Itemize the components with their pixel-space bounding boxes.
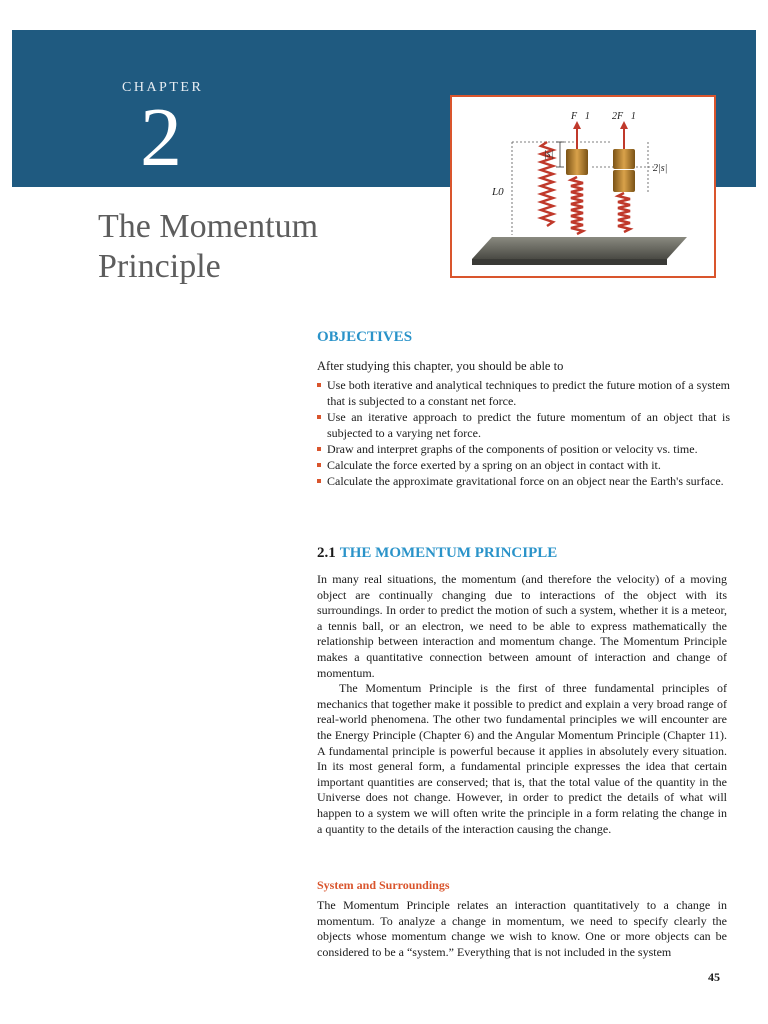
block-2b — [613, 170, 635, 192]
label-2F1: 2F⃗1 — [612, 111, 636, 122]
objectives-heading: OBJECTIVES — [317, 329, 413, 345]
block-2a — [613, 149, 635, 169]
objective-item: Use both iterative and analytical techniques to predict the future motion of a system that is subjected to a constant net force. — [317, 377, 730, 409]
paragraph: In many real situations, the momentum (and therefore the velocity) of a moving object are continually changing due to interactions of the object with its surroundings. In order to predict the motion of such a system, whether it is a meteor, a tennis ball, or an electron, we need to be able to express mathematically the relationship between interaction and momentum change. The Momentum Principle makes a quantitative connection between amount of interaction and change of momentum. — [317, 572, 727, 680]
paragraph: The Momentum Principle is the first of three fundamental principles of mechanics that together make it possible to predict and explain a very broad range of real-world phenomena. The other two fundamental principles we will encounter are the Energy Principle (Chapter 6) and the Angular Momentum Principle (Chapter 11). A fundamental principle is powerful because it applies in absolutely every situation. In its most general form, a fundamental principle expresses the idea that certain important quantities are conserved; that is, that the total value of the quantity in the Universe does not change. However, in order to predict the details of what will happen to a system we will often write the principle in a form relating the change in a quantity to the details of the interaction causing the change. — [317, 681, 727, 836]
bullet-icon — [317, 479, 321, 483]
objective-item: Calculate the approximate gravitational force on an object near the Earth's surface. — [317, 473, 730, 489]
bullet-icon — [317, 447, 321, 451]
chapter-label: CHAPTER — [122, 80, 204, 95]
ground-slab — [472, 237, 687, 259]
objective-item: Use an iterative approach to predict the future momentum of an object that is subjected to a varying net force. — [317, 409, 730, 441]
subsection-body — [317, 898, 727, 960]
objective-item: Calculate the force exerted by a spring on an object in contact with it. — [317, 457, 730, 473]
objective-item: Draw and interpret graphs of the components of position or velocity vs. time. — [317, 441, 730, 457]
section-heading — [317, 545, 557, 562]
label-F1: F⃗1 — [571, 111, 590, 122]
bullet-icon — [317, 415, 321, 419]
section-body — [317, 572, 727, 837]
chapter-number: 2 — [140, 91, 182, 184]
spring-compressed-1 — [571, 177, 583, 234]
block-1 — [566, 149, 588, 175]
paragraph: The Momentum Principle relates an interaction quantitatively to a change in momentum. To analyze a change in momentum, we need to specify clearly the objects whose momentum change we wish to know. One or more objects can be considered to be a “system.” Everything that is not included in the system — [317, 898, 727, 959]
chapter-title: The Momentum Principle — [98, 208, 319, 285]
spring-illustration — [452, 97, 714, 276]
page-number: 45 — [708, 970, 720, 984]
objectives-intro: After studying this chapter, you should be able to — [317, 359, 564, 373]
spring-figure — [450, 95, 716, 278]
section-number: 2.1 — [317, 545, 336, 561]
section-title: THE MOMENTUM PRINCIPLE — [339, 545, 558, 561]
bullet-icon — [317, 383, 321, 387]
bullet-icon — [317, 463, 321, 467]
label-L0: L0 — [492, 186, 504, 198]
subsection-heading: System and Surroundings — [317, 878, 450, 892]
label-s: |s| — [544, 149, 554, 160]
spring-compressed-2 — [618, 193, 630, 232]
objectives-list — [317, 377, 730, 489]
label-2s: 2|s| — [653, 163, 668, 174]
